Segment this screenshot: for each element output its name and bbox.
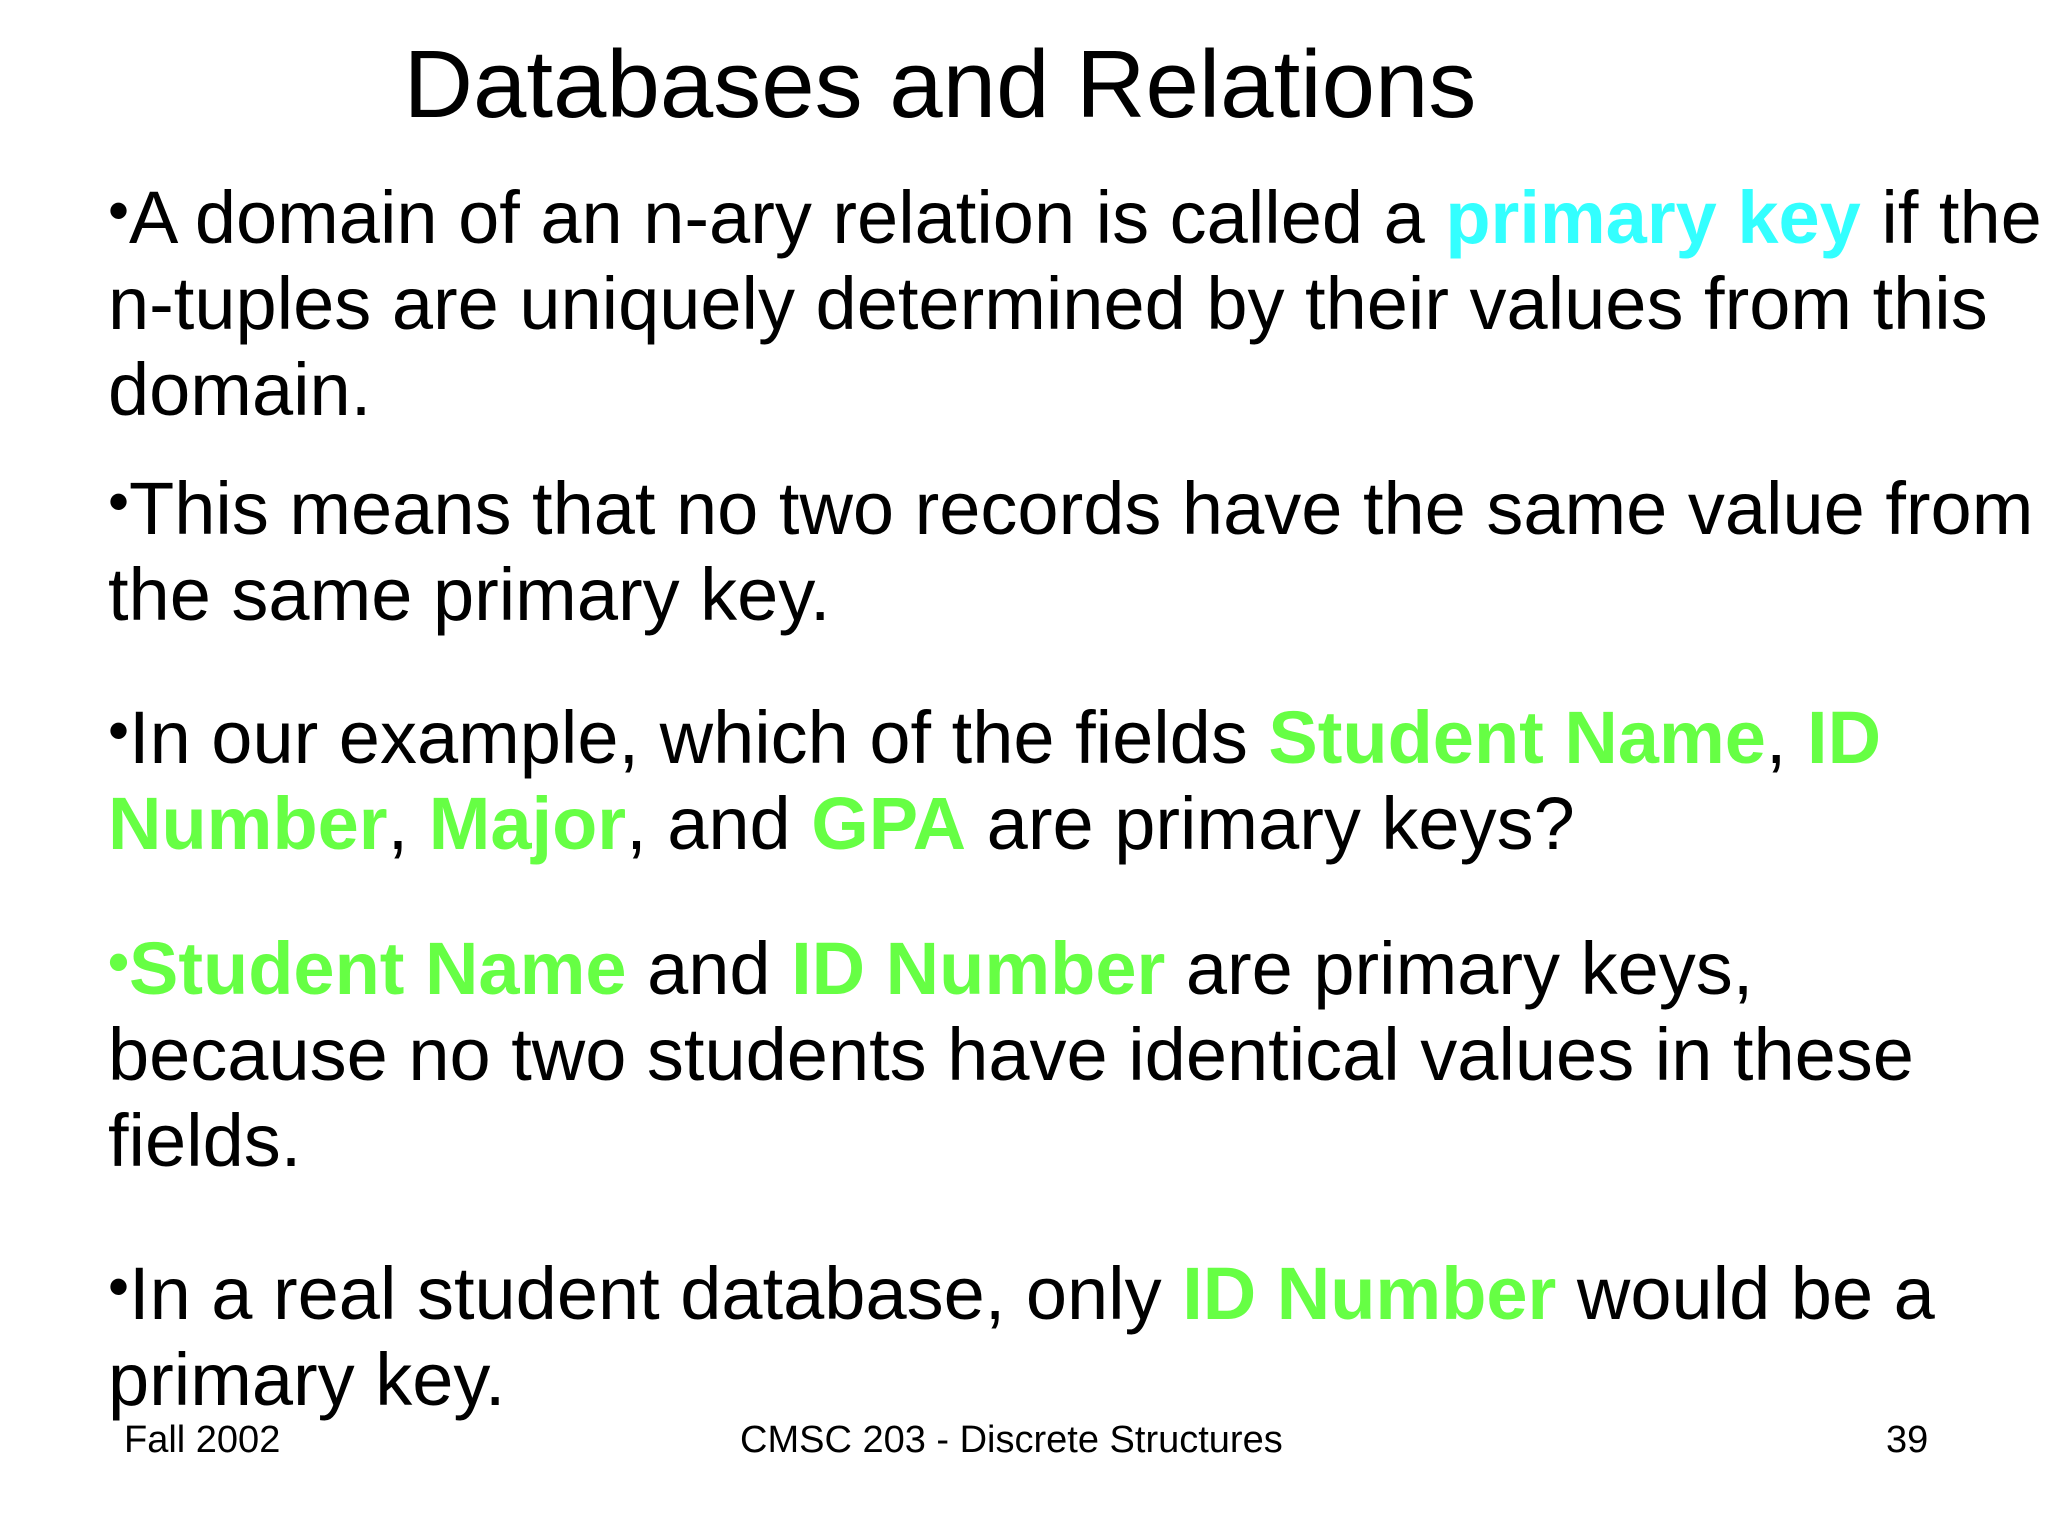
bullet-no-two-records [108, 459, 2048, 638]
highlight-id-number: ID Number [1182, 1252, 1557, 1335]
highlight-id-number: ID Number [791, 927, 1166, 1010]
bullet-text: would be a primary key. [108, 1252, 1935, 1421]
bullet-marker: • [108, 928, 130, 995]
slide-title: Databases and Relations [403, 31, 1477, 138]
footer-date: Fall 2002 [124, 1419, 281, 1461]
bullet-text: , [1765, 696, 1808, 779]
bullet-marker: • [108, 177, 130, 244]
bullet-text: In our example, which of the fields [129, 696, 1269, 779]
bullet-text: , and [626, 782, 812, 865]
footer-page-number: 39 [1886, 1419, 1929, 1461]
bullet-real-database [108, 1244, 2048, 1423]
highlight-primary-key: primary key [1445, 176, 1861, 259]
highlight-major: Major [428, 782, 627, 865]
highlight-student-name: Student Name [129, 927, 627, 1010]
bullet-text: are primary keys? [966, 782, 1575, 865]
bullet-text: if the n-tuples are uniquely determined by their values from this domain. [108, 176, 2042, 431]
highlight-gpa: GPA [811, 782, 967, 865]
bullet-text: , [387, 782, 429, 865]
footer-course: CMSC 203 - Discrete Structures [740, 1419, 1283, 1461]
bullet-primary-key-definition [108, 168, 2048, 433]
bullet-answer [108, 919, 2048, 1184]
highlight-student-name: Student Name [1268, 696, 1766, 779]
bullet-text: This means that no two records have the same value from the same primary key. [108, 467, 2034, 636]
bullet-marker: • [108, 468, 130, 535]
highlight-id-number: ID Number [108, 696, 1882, 865]
bullet-marker: • [108, 1253, 130, 1320]
bullet-list [108, 168, 2048, 1423]
bullet-text: A domain of an n-ary relation is called a [129, 176, 1446, 259]
bullet-text: and [626, 927, 792, 1010]
bullet-text: are primary keys, because no two students have identical values in these fields. [108, 927, 1914, 1182]
bullet-example-question [108, 688, 2048, 867]
bullet-marker: • [108, 697, 130, 764]
bullet-text: In a real student database, only [129, 1252, 1183, 1335]
